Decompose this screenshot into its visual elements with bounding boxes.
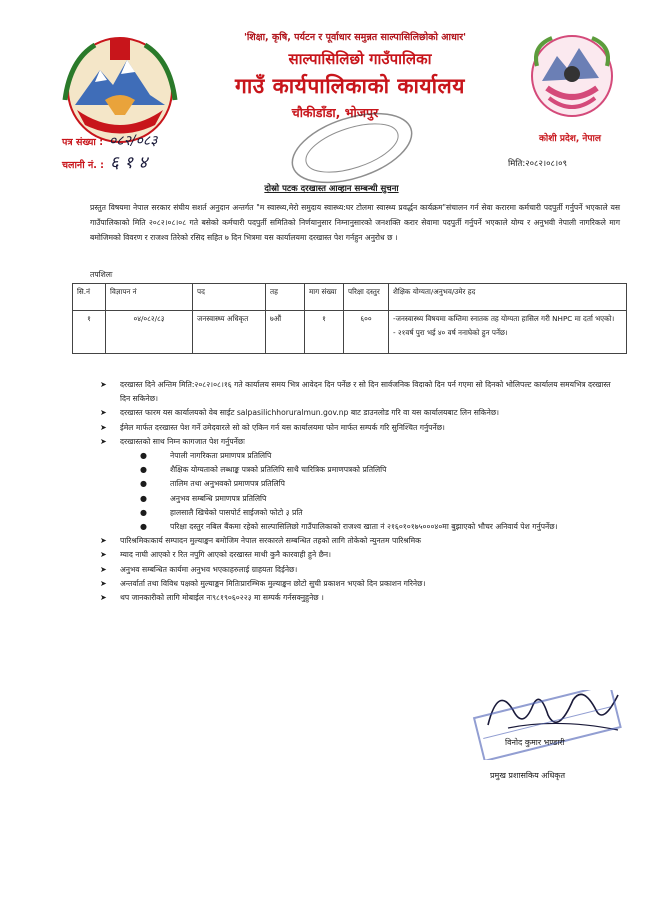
dot-bullet-icon: ● [140,507,147,517]
signatory-title: प्रमुख प्रशासकिय अधिकृत [490,771,566,780]
list-item: ➤ दरखास्त दिने अन्तिम मिति:२०८२।०८।१६ गते कार्यालय समय भित्र आवेदन दिन पर्नेछ र सो दिन सार्वजनिक विदाको दिन पर्न गएमा सो दिनको भोलिपल्ट कार्यालय समयभित्र दरखास्त दिन सकिनेछ। [100,380,611,404]
instructions-list [100,378,620,605]
list-item: ➤ अन्तर्वार्ता तथा विविध पक्षको मुल्याङ्कन मितिःप्रारम्भिक मुल्याङ्कन छोटो सुची प्रकाशन भएको दिन प्रकाशन गरिनेछ। [100,577,620,591]
col-header-fee: परिक्षा दस्तुर [344,284,389,311]
office-location: चौकीडाँडा, भोजपुर [291,105,379,120]
cell-adv-no: ०४/०८२/८३ [106,311,193,354]
arrow-bullet-icon: ➤ [100,436,107,446]
table-row [73,311,627,354]
letter-number-row [62,131,157,150]
signatory-stamp [470,690,630,760]
details-label: तपशिलः [90,270,113,279]
office-seal-stamp [262,108,442,188]
list-item: ➤ ईमेल मार्फत दरखास्त पेश गर्ने उमेदवारले सो को एकिन गर्न यस कार्यालयमा फोन मार्फत सम्पर्क गरि सुनिश्चित गर्नुपर्नेछ। [100,421,620,435]
document-item: ● शैक्षिक योग्यताको लब्धाङ्क पत्रको प्रतिलिपि साथै चारित्रिक प्रमाणपत्रको प्रतिलिपि [140,463,620,477]
dot-bullet-icon: ● [140,465,147,475]
list-item: ➤ म्याद नाघी आएको र रित नपुगि आएको दरखास्त माथी कुनै कारवाही हुने छैन। [100,548,620,562]
cell-fee: ६०० [344,311,389,354]
document-item: ● परिक्षा दस्तुर नबिल बैंकमा रहेको साल्पासिलिछो गाउँपालिकाको राजश्व खाता नं २१६०१०१७५०००४०मा बुझाएको भौचर अनिवार्य पेश गर्नुपर्नेछ। [140,520,620,534]
list-item: ➤ पारिश्रमिकःकार्य सम्पादन मुल्याङ्कन बमोजिम नेपाल सरकारले सम्बन्धित तहको लागि तोकेको न्युनतम पारिश्रमिक [100,534,620,548]
col-header-demand: माग संख्या [305,284,344,311]
letter-number-value: ०८२/०८३ [109,133,158,149]
arrow-bullet-icon: ➤ [100,578,107,588]
cell-post: जनस्वास्थ्य अधिकृत [193,311,266,354]
slogan: 'शिक्षा, कृषि, पर्यटन र पूर्वाधार समुन्नत साल्पासिलिछोको आधार' [243,32,467,43]
dot-bullet-icon: ● [140,522,147,532]
col-header-level: तह [266,284,305,311]
col-header-post: पद [193,284,266,311]
arrow-bullet-icon: ➤ [100,593,107,603]
col-header-sn: सि.नं [73,284,106,311]
col-header-qualification: शैक्षिक योग्यता/अनुभव/उमेर हद [389,284,627,311]
arrow-bullet-icon: ➤ [100,536,107,546]
dot-bullet-icon: ● [140,451,147,461]
col-header-adv-no: विज्ञापन नं [106,284,193,311]
notice-title: दोस्रो पटक दरखास्त आव्हान सम्बन्धी सुचना [264,184,399,194]
table-header-row [73,284,627,311]
dot-bullet-icon: ● [140,493,147,503]
signatory-name: विनोद कुमार भण्डारी [505,738,565,747]
dispatch-number-row [62,150,147,173]
list-item: ➤ दरखास्तको साथ निम्न कागजात पेश गर्नुपर्नेछः [100,435,620,449]
notice-body: प्रस्तुत विषयमा नेपाल सरकार संघीय सशर्त अनुदान अन्तर्गत "म स्वास्थ्य,मेरो समुदाय स्वास्थ्य:घर टोलमा स्वास्थ्य प्रवर्द्धन कार्यक्रम"संचालन गर्न सेवा करारमा कर्मचारी पदपुर्ती गर्नुपर्ने भएकाले यस गाउँपालिकाको मिति २०८२।०८।०८ गते बसेको कर्मचारी पदपुर्ती समितिको निर्णयानुसार निम्नानुसारको जनशक्ति करार सेवामा पदपुर्ती गर्नुपर्ने भएकाले योग्य र अनुभवी नेपाली नागरिकले माग बमोजिमको विवरण र राजश्व तिरेको रसिद सहित ७ दिन भित्रमा यस कार्यालयमा दरखास्त पेश गर्नहुन अनुरोध छ । [90,203,620,242]
qualification-line-1: -जनस्वास्थ्य विषयमा कम्तिमा स्नातक तह योग्यता हासिल गरी NHPC मा दर्ता भएको। [393,314,615,323]
arrow-bullet-icon: ➤ [100,380,107,389]
document-item: ● तालिम तथा अनुभवको प्रमाणपत्र प्रतिलिपि [140,477,620,491]
letter-date: मिति:२०८२।०८।०९ [508,159,567,169]
dispatch-number-label: चलानी नं. : [62,160,104,171]
province-name: कोशी प्रदेश, नेपाल [539,134,601,144]
list-item: ➤ दरखास्त फारम यस कार्यालयको वेब साईट salpasilichhoruralmun.gov.np बाट डाउनलोड गरि वा यस कार्यालयबाट लिन सकिनेछ। [100,406,620,420]
list-item: ➤ थप जानकारीको लागि मोबाईल नः९८१९०६०२२३ मा सम्पर्क गर्नसक्नुहुनेछ । [100,591,620,605]
arrow-bullet-icon: ➤ [100,408,107,418]
municipality-name: साल्पासिलिछो गाउँपालिका [288,50,432,68]
arrow-bullet-icon: ➤ [100,422,107,432]
office-name: गाउँ कार्यपालिकाको कार्यालय [235,74,465,98]
arrow-bullet-icon: ➤ [100,550,107,560]
cell-sn: १ [73,311,106,354]
dispatch-number-value: ६ १ ४ [109,153,148,173]
letter-number-label: पत्र संख्या : [62,137,104,148]
vacancy-table [72,283,627,354]
arrow-bullet-icon: ➤ [100,564,107,574]
cell-demand: १ [305,311,344,354]
document-item: ● हालसालै खिचेको पासपोर्ट साईजको फोटो ३ प्रति [140,506,620,520]
dot-bullet-icon: ● [140,479,147,489]
document-item: ● नेपाली नागरिकता प्रमाणपत्र प्रतिलिपि [140,449,620,463]
cell-level: ७औं [266,311,305,354]
list-item: ➤ अनुभव सम्बन्धित कार्यमा अनुभव भएकाहरुलाई ग्राहयता दिईनेछ। [100,563,620,577]
koshi-province-logo [527,26,617,126]
cell-qualification [389,311,627,354]
qualification-line-2: - २१वर्ष पुरा भई ४० वर्ष ननाघेको हुन पर्नेछ। [393,328,508,337]
document-item: ● अनुभव सम्बन्धि प्रमाणपत्र प्रतिलिपि [140,492,620,506]
